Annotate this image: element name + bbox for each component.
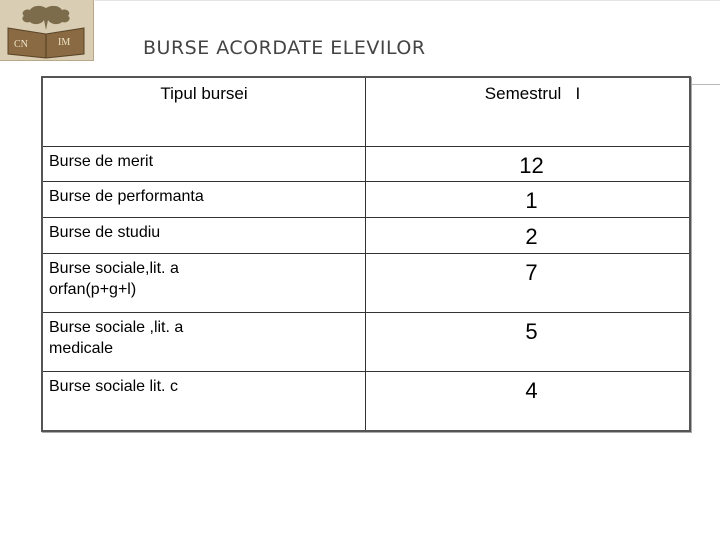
- page-title: BURSE ACORDATE ELEVILOR: [143, 37, 426, 59]
- header-semester: Semestrul I: [484, 84, 581, 103]
- table-row: [43, 253, 689, 312]
- row-value-cell: 1: [366, 181, 690, 217]
- school-logo: [0, 0, 94, 61]
- row-type-cell: Burse de merit: [43, 146, 366, 181]
- row-value-cell: 12: [366, 146, 690, 181]
- row-type-cell: Burse sociale ,lit. a medicale: [43, 312, 366, 371]
- row-type-cell: Burse de studiu: [43, 217, 366, 253]
- table-row: [43, 146, 689, 181]
- row-type-cell: Burse sociale lit. c: [43, 371, 366, 430]
- header-type: Tipul bursei: [43, 78, 366, 146]
- row-value-cell: 4: [366, 371, 690, 430]
- row-value-cell: 5: [366, 312, 690, 371]
- row-value-cell: 7: [366, 253, 690, 312]
- table-row: [43, 312, 689, 371]
- row-value-cell: 2: [366, 217, 690, 253]
- svg-text:CN: CN: [14, 39, 28, 50]
- table-header-row: [43, 78, 689, 146]
- table-row: [43, 371, 689, 430]
- open-book-tree-icon: [0, 0, 93, 60]
- svg-text:IM: IM: [58, 37, 71, 48]
- decorative-line: [690, 84, 720, 85]
- scholarship-table: [43, 78, 689, 430]
- table-row: [43, 181, 689, 217]
- row-type-cell: Burse de performanta: [43, 181, 366, 217]
- top-divider: [95, 0, 720, 1]
- table-row: [43, 217, 689, 253]
- row-type-cell: Burse sociale,lit. a orfan(p+g+l): [43, 253, 366, 312]
